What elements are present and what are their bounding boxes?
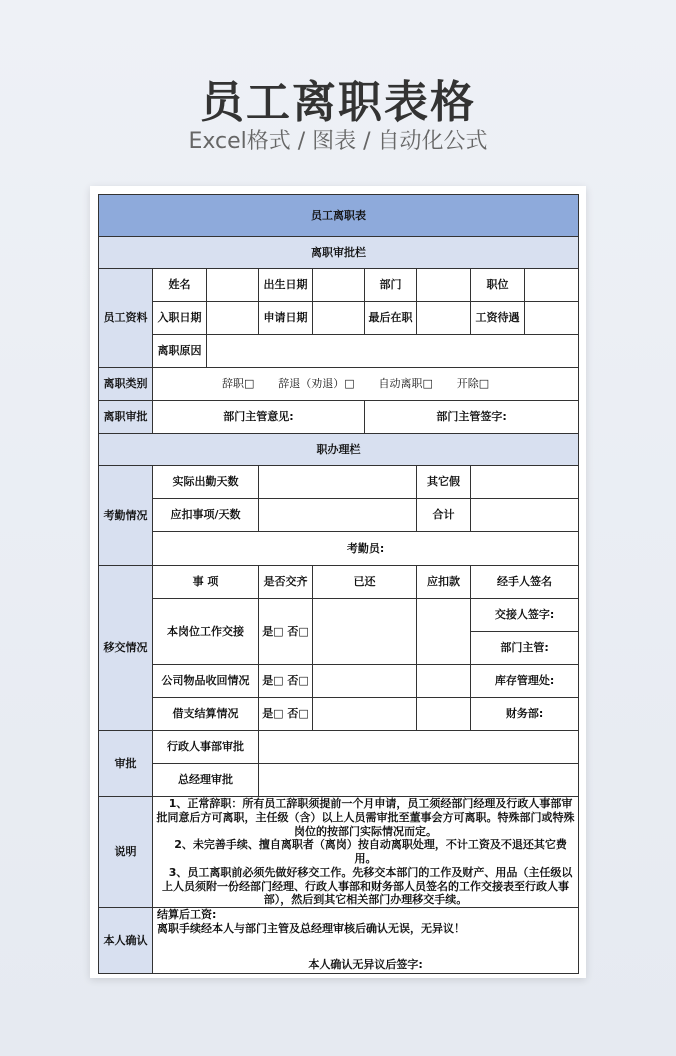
form-title: 员工离职表 bbox=[99, 195, 579, 237]
gm-review-label: 总经理审批 bbox=[153, 764, 259, 797]
review-label: 审批 bbox=[99, 731, 153, 797]
birth-date-value[interactable] bbox=[313, 269, 365, 302]
gm-review-value[interactable] bbox=[259, 764, 579, 797]
handover-loan-deduction[interactable] bbox=[417, 698, 471, 731]
dept-head-signer-field[interactable]: 部门主管: bbox=[471, 632, 579, 665]
total-label: 合计 bbox=[417, 499, 471, 532]
category-expel-checkbox[interactable]: 开除□ bbox=[456, 377, 490, 391]
handover-property-returned[interactable] bbox=[313, 665, 417, 698]
note-item: 1、正常辞职：所有员工辞职须提前一个月申请，员工须经部门经理及行政人事部审批同意后方可离职，主任级（含）以上人员需审批至董事会方可离职。特殊部门或特殊岗位的按部门实际情况而定。 bbox=[156, 797, 575, 838]
category-dismiss-checkbox[interactable]: 辞退（劝退）□ bbox=[278, 377, 355, 391]
dept-opinion-field[interactable]: 部门主管意见: bbox=[153, 401, 365, 434]
actual-days-value[interactable] bbox=[259, 466, 417, 499]
confirm-label: 本人确认 bbox=[99, 908, 153, 974]
handover-header-complete: 是否交齐 bbox=[259, 566, 313, 599]
resignation-form bbox=[98, 194, 579, 974]
handover-loan-returned[interactable] bbox=[313, 698, 417, 731]
confirm-content[interactable] bbox=[153, 908, 579, 974]
handover-work-returned[interactable] bbox=[313, 599, 417, 665]
handover-property-yes-no[interactable]: 是□ 否□ bbox=[259, 665, 313, 698]
handling-section-title: 职办理栏 bbox=[99, 434, 579, 466]
position-label: 职位 bbox=[471, 269, 525, 302]
handover-header-item: 事 项 bbox=[153, 566, 259, 599]
approval-section-title: 离职审批栏 bbox=[99, 237, 579, 269]
category-options bbox=[153, 368, 579, 401]
handover-item-work: 本岗位工作交接 bbox=[153, 599, 259, 665]
birth-date-label: 出生日期 bbox=[259, 269, 313, 302]
last-day-label: 最后在职 bbox=[365, 302, 417, 335]
position-value[interactable] bbox=[525, 269, 579, 302]
handover-signer-field[interactable]: 交接人签字: bbox=[471, 599, 579, 632]
apply-date-value[interactable] bbox=[313, 302, 365, 335]
form-paper bbox=[90, 186, 586, 978]
deduction-days-label: 应扣事项/天数 bbox=[153, 499, 259, 532]
handover-item-property: 公司物品收回情况 bbox=[153, 665, 259, 698]
employee-info-label: 员工资料 bbox=[99, 269, 153, 368]
handover-item-loan: 借支结算情况 bbox=[153, 698, 259, 731]
note-item: 2、未完善手续、擅自离职者（离岗）按自动离职处理，不计工资及不退还其它费用。 bbox=[174, 838, 567, 865]
handover-property-deduction[interactable] bbox=[417, 665, 471, 698]
handover-work-deduction[interactable] bbox=[417, 599, 471, 665]
other-leave-label: 其它假 bbox=[417, 466, 471, 499]
hire-date-label: 入职日期 bbox=[153, 302, 207, 335]
inventory-signer-field[interactable]: 库存管理处: bbox=[471, 665, 579, 698]
handover-header-returned: 已还 bbox=[313, 566, 417, 599]
name-label: 姓名 bbox=[153, 269, 207, 302]
handover-loan-yes-no[interactable]: 是□ 否□ bbox=[259, 698, 313, 731]
actual-days-label: 实际出勤天数 bbox=[153, 466, 259, 499]
apply-date-label: 申请日期 bbox=[259, 302, 313, 335]
attendance-clerk-field[interactable]: 考勤员: bbox=[153, 532, 579, 566]
category-label: 离职类别 bbox=[99, 368, 153, 401]
finance-signer-field[interactable]: 财务部: bbox=[471, 698, 579, 731]
category-resign-checkbox[interactable]: 辞职□ bbox=[221, 377, 255, 391]
dept-signature-field[interactable]: 部门主管签字: bbox=[365, 401, 579, 434]
handover-label: 移交情况 bbox=[99, 566, 153, 731]
attendance-label: 考勤情况 bbox=[99, 466, 153, 566]
handover-work-yes-no[interactable]: 是□ 否□ bbox=[259, 599, 313, 665]
confirm-statement: 离职手续经本人与部门主管及总经理审核后确认无误，无异议！ bbox=[157, 921, 465, 935]
confirm-signature-field: 本人确认无异议后签字: bbox=[308, 958, 423, 972]
total-value[interactable] bbox=[471, 499, 579, 532]
note-item: 3、员工离职前必须先做好移交工作。先移交本部门的工作及财产、用品（主任级以上人员须附一份经部门经理、行政人事部和财务部人员签名的工作交接表至行政人事部），然后到其它相关部门办理移交手续。 bbox=[162, 865, 573, 907]
department-label: 部门 bbox=[365, 269, 417, 302]
reason-value[interactable] bbox=[207, 335, 579, 368]
page-title: 员工离职表格 bbox=[200, 77, 476, 128]
handover-header-deduction: 应扣款 bbox=[417, 566, 471, 599]
last-day-value[interactable] bbox=[417, 302, 471, 335]
hire-date-value[interactable] bbox=[207, 302, 259, 335]
salary-benefits-label: 工资待遇 bbox=[471, 302, 525, 335]
page-subtitle: Excel格式 / 图表 / 自动化公式 bbox=[188, 129, 488, 154]
deduction-days-value[interactable] bbox=[259, 499, 417, 532]
hr-review-value[interactable] bbox=[259, 731, 579, 764]
approval-label: 离职审批 bbox=[99, 401, 153, 434]
reason-label: 离职原因 bbox=[153, 335, 207, 368]
notes-label: 说明 bbox=[99, 797, 153, 908]
other-leave-value[interactable] bbox=[471, 466, 579, 499]
hr-review-label: 行政人事部审批 bbox=[153, 731, 259, 764]
handover-header-signer: 经手人签名 bbox=[471, 566, 579, 599]
notes-content bbox=[153, 797, 579, 908]
department-value[interactable] bbox=[417, 269, 471, 302]
final-salary-field: 结算后工资: bbox=[157, 908, 217, 921]
salary-benefits-value[interactable] bbox=[525, 302, 579, 335]
category-auto-leave-checkbox[interactable]: 自动离职□ bbox=[378, 377, 433, 391]
name-value[interactable] bbox=[207, 269, 259, 302]
